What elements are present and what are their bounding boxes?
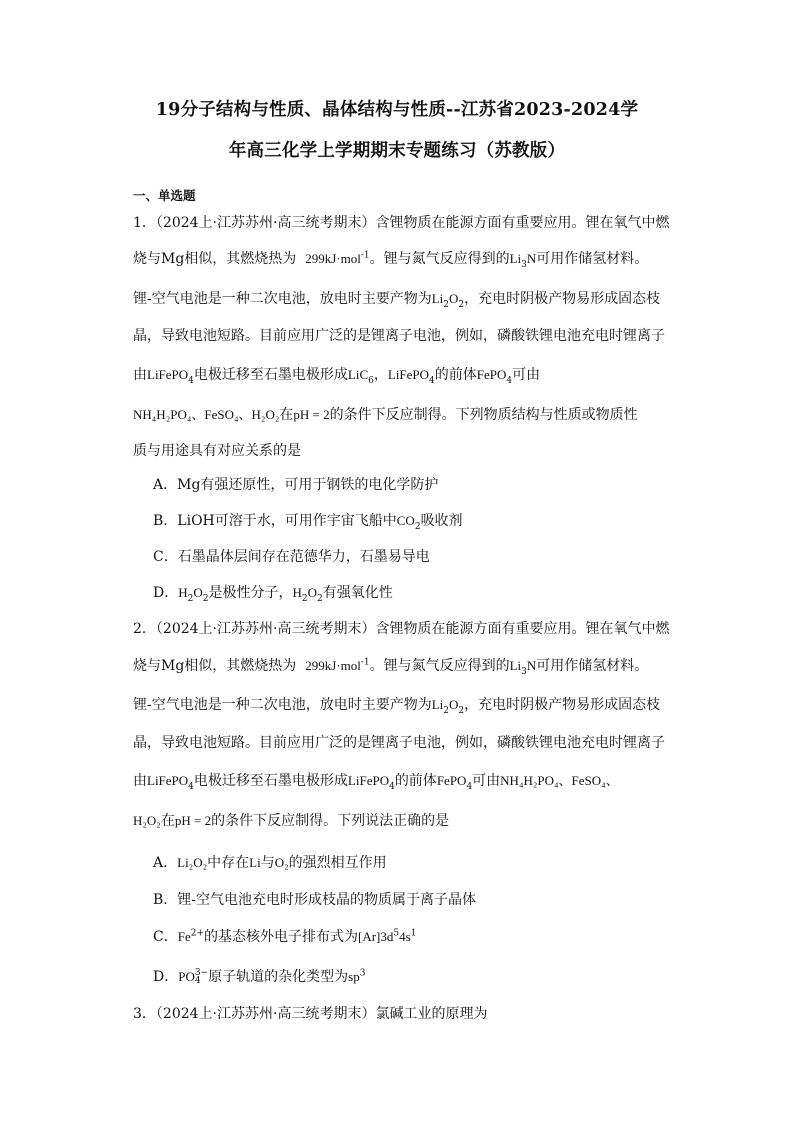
page-title-line1: 19分子结构与性质、晶体结构与性质--江苏省2023-2024学: [155, 100, 639, 120]
q1-option-d[interactable]: [153, 582, 393, 602]
inline-text: Li₂O₂: [177, 855, 208, 870]
inline-text: 2: [458, 705, 465, 716]
inline-text: 含锂物质在能源方面有重要应用。锂在氧气中燃: [375, 621, 670, 637]
inline-text: Li: [509, 658, 522, 673]
inline-text: 与: [260, 855, 275, 871]
inline-text: 4: [466, 781, 473, 792]
inline-text: 4s: [399, 929, 411, 944]
section-heading: 一、单选题: [133, 188, 196, 203]
inline-text: 中存在: [207, 855, 250, 871]
inline-text: 的条件下反应制得。下列说法正确的是: [211, 813, 450, 829]
inline-text: pH = 2: [293, 407, 330, 422]
inline-text: 锂-空气电池是一种二次电池，放电时主要产物为: [133, 697, 432, 713]
inline-text: 的前体: [394, 773, 437, 789]
inline-text: 烧与Mg相似，其燃烧热为: [133, 251, 297, 267]
inline-text: 2: [187, 593, 194, 604]
inline-text: FePO: [436, 773, 467, 788]
inline-text: O₂: [274, 855, 289, 870]
page-title-line2: 年高三化学上学期期末专题练习（苏教版）: [228, 141, 566, 161]
inline-text: C．: [153, 929, 178, 945]
inline-text: 4: [506, 375, 513, 386]
inline-text: CO: [396, 513, 415, 528]
inline-text: H: [292, 585, 302, 600]
q1-line5: [133, 364, 540, 384]
inline-text: H₂O₂: [133, 813, 161, 828]
inline-text: 4: [429, 375, 435, 386]
inline-text: 2+: [190, 928, 204, 939]
q2-option-a[interactable]: [153, 852, 387, 872]
q2-line5: [133, 770, 619, 790]
inline-text: PO: [178, 969, 195, 984]
q1-line7: 质与用途具有对应关系的是: [133, 443, 301, 459]
inline-text: 的强烈相互作用: [288, 855, 387, 871]
inline-text: 2: [202, 593, 209, 604]
q1-option-a[interactable]: [153, 474, 438, 494]
inline-text: 在: [160, 813, 175, 829]
inline-text: 3−: [194, 968, 209, 978]
inline-text: Li: [431, 697, 444, 712]
inline-text: 4: [188, 375, 194, 386]
q1-option-b[interactable]: [153, 510, 463, 530]
inline-text: Li: [509, 251, 522, 266]
q1-line1: [133, 212, 669, 232]
inline-text: 。锂与氮气反应得到的: [369, 658, 510, 674]
inline-text: 3: [521, 666, 527, 677]
inline-text: -1: [360, 250, 370, 261]
inline-text: 氯碱工业的原理为: [375, 1006, 488, 1022]
inline-text: 原子轨道的杂化类型为: [208, 969, 349, 985]
inline-text: 的条件下反应制得。下列物质结构与性质或物质性: [329, 407, 638, 423]
inline-text: 锂-空气电池是一种二次电池，放电时主要产物为: [133, 291, 432, 307]
q2-line6: [133, 810, 449, 830]
inline-text: 电极迁移至石墨电极形成: [193, 773, 348, 789]
inline-text: -1: [360, 657, 370, 668]
q2-line4: 晶，导致电池短路。目前应用广泛的是锂离子电池，例如，磷酸铁锂电池充电时锂离子: [133, 735, 665, 751]
inline-text: B．: [153, 892, 178, 908]
inline-text: O: [449, 697, 459, 712]
inline-text: （2024上·江苏苏州·高三统考期末）: [155, 621, 376, 637]
inline-text: 4: [389, 781, 395, 792]
q1-line3: [133, 288, 660, 308]
inline-text: pH = 2: [174, 813, 212, 828]
inline-text: 可用作储氢材料。: [536, 251, 649, 267]
inline-text: 2: [317, 593, 323, 604]
inline-text: 可由: [472, 773, 501, 789]
inline-text: 2: [301, 593, 308, 604]
inline-text: LiC: [347, 367, 369, 382]
inline-text: ，充电时阴极产物易形成固态枝: [464, 291, 661, 307]
inline-text: 2．: [133, 621, 156, 637]
inline-text: 吸收剂: [420, 513, 463, 529]
inline-text: O: [449, 291, 459, 306]
inline-text: 6: [368, 375, 374, 386]
inline-text: 4: [188, 781, 194, 792]
inline-text: LiFePO: [147, 773, 189, 788]
q1-line6: [133, 404, 638, 424]
inline-text: 3．: [133, 1006, 156, 1022]
inline-text: C．: [153, 549, 178, 565]
inline-text: N: [526, 251, 537, 266]
inline-text: 的前体: [434, 367, 477, 383]
inline-text: 有强氧化性: [322, 585, 393, 601]
inline-text: 2: [443, 299, 450, 310]
inline-text: LiFePO: [147, 367, 189, 382]
inline-text: B．: [153, 513, 178, 529]
inline-text: Fe: [177, 929, 191, 944]
inline-text: 在: [279, 407, 294, 423]
inline-text: 2: [414, 521, 421, 532]
inline-text: A．: [153, 477, 178, 493]
inline-text: 电极迁移至石墨电极形成: [193, 367, 348, 383]
inline-text: 可用作储氢材料。: [536, 658, 649, 674]
inline-text: 。锂与氮气反应得到的: [369, 251, 510, 267]
inline-text: 含锂物质在能源方面有重要应用。锂在氧气中燃: [375, 215, 670, 231]
q2-option-c[interactable]: [153, 926, 416, 946]
inline-text: （2024上·江苏苏州·高三统考期末）: [155, 1006, 376, 1022]
inline-text: 石墨晶体层间存在范德华力，石墨易导电: [177, 549, 430, 565]
inline-text: 3: [521, 259, 527, 270]
inline-text: 299kJ·mol: [305, 251, 361, 266]
inline-text: 锂-空气电池充电时形成枝晶的物质属于离子晶体: [177, 892, 477, 908]
inline-text: ，充电时阴极产物易形成固态枝: [464, 697, 661, 713]
inline-text: 1: [410, 928, 417, 939]
inline-text: H: [178, 585, 188, 600]
inline-text: O: [307, 585, 317, 600]
inline-text: LiFePO: [387, 367, 430, 382]
inline-text: O: [193, 585, 203, 600]
q2-line1: [133, 618, 669, 638]
inline-text: Mg有强还原性，可用于钢铁的电化学防护: [177, 477, 439, 493]
inline-text: sp: [348, 969, 360, 984]
inline-text: Li: [431, 291, 444, 306]
inline-text: 3: [359, 968, 366, 979]
question-3: [133, 1003, 487, 1023]
inline-text: N: [526, 658, 537, 673]
inline-text: Li: [249, 855, 261, 870]
inline-text: D．: [153, 969, 179, 985]
q2-option-b[interactable]: [153, 889, 476, 909]
q1-number: 1．: [133, 215, 156, 231]
q2-line2: [133, 655, 648, 675]
inline-text: [195, 969, 208, 985]
inline-text: NH₄H₂PO₄、FeSO₄、: [500, 773, 619, 788]
inline-text: FePO: [476, 367, 507, 382]
inline-text: 由: [133, 367, 147, 383]
inline-text: 由: [133, 773, 147, 789]
inline-text: NH₄H₂PO₄、FeSO₄、H₂O₂: [133, 407, 280, 422]
q2-line3: [133, 694, 660, 714]
q1-source: （2024上·江苏苏州·高三统考期末）: [155, 215, 376, 231]
inline-text: 5: [393, 928, 400, 939]
inline-text: D．: [153, 585, 179, 601]
inline-text: A．: [153, 855, 178, 871]
inline-text: 可由: [512, 367, 541, 383]
inline-text: 4: [194, 976, 201, 986]
inline-text: 299kJ·mol: [305, 658, 361, 673]
inline-text: 是极性分子，: [208, 585, 293, 601]
inline-text: ，: [373, 367, 388, 383]
inline-text: 烧与Mg相似，其燃烧热为: [133, 658, 297, 674]
q2-option-d[interactable]: [153, 966, 365, 986]
inline-text: 的基态核外电子排布式为: [204, 929, 358, 945]
q1-line2: [133, 248, 648, 268]
inline-text: 2: [458, 299, 465, 310]
q1-option-c[interactable]: [153, 546, 430, 566]
inline-text: LiFePO: [347, 773, 390, 788]
q1-line4: 晶，导致电池短路。目前应用广泛的是锂离子电池，例如，磷酸铁锂电池充电时锂离子: [133, 328, 665, 344]
inline-text: LiOH可溶于水，可用作宇宙飞船中: [177, 513, 397, 529]
inline-text: [Ar]3d: [358, 929, 394, 944]
inline-text: 2: [443, 705, 450, 716]
